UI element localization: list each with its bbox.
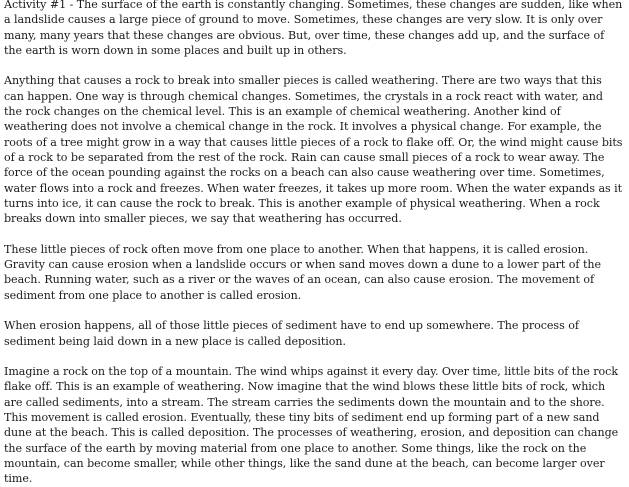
- paragraph-intro: Activity #1 - The surface of the earth is constantly changing. Sometimes, these changes are sudden, like when a landslide causes a large piece of ground to move. Sometimes, these changes are very slow. It is only over many, many years that these changes are obvious. But, over time, these changes add up, and the surface of the earth is worn down in some places and built up in others.: [4, 0, 623, 57]
- paragraph-example: Imagine a rock on the top of a mountain. The wind whips against it every day. Over time, little bits of the rock flake off. This is an example of weathering. Now imagine that the wind blows these little bits of rock, which are called sediments, into a stream. The stream carries the sediments down the mountain and to the shore. This movement is called erosion. Eventually, these tiny bits of sediment end up forming part of a new sand dune at the beach. This is called deposition. The processes of weathering, erosion, and deposition can change the surface of the earth by moving material from one place to another. Some things, like the rock on the mountain, can become smaller, while other things, like the sand dune at the beach, can become larger over time.: [4, 365, 619, 486]
- paragraph-deposition: When erosion happens, all of those little pieces of sediment have to end up somewhere. The process of sediment being laid down in a new place is called deposition.: [4, 319, 579, 348]
- paragraph-weathering: Anything that causes a rock to break into smaller pieces is called weathering. There are two ways that this can happen. One way is through chemical changes. Sometimes, the crystals in a rock react with water, and the rock changes on the chemical level. This is an example of chemical weathering. Another kind of weathering does not involve a chemical change in the rock. It involves a physical change. For example, the roots of a tree might grow in a way that causes little pieces of a rock to flake off. Or, the wind might cause bits of a rock to be separated from the rest of the rock. Rain can cause small pieces of a rock to wear away. The force of the ocean pounding against the rocks on a beach can also cause weathering over time. Sometimes, water flows into a rock and freezes. When water freezes, it takes up more room. When the water expands as it turns into ice, it can cause the rock to break. This is another example of physical weathering. When a rock breaks down into smaller pieces, we say that weathering has occurred.: [4, 74, 623, 226]
- paragraph-erosion: These little pieces of rock often move from one place to another. When that happens, it is called erosion. Gravity can cause erosion when a landslide occurs or when sand moves down a dune to a lower part of the beach. Running water, such as a river or the waves of an ocean, can also cause erosion. The movement of sediment from one place to another is called erosion.: [4, 242, 601, 302]
